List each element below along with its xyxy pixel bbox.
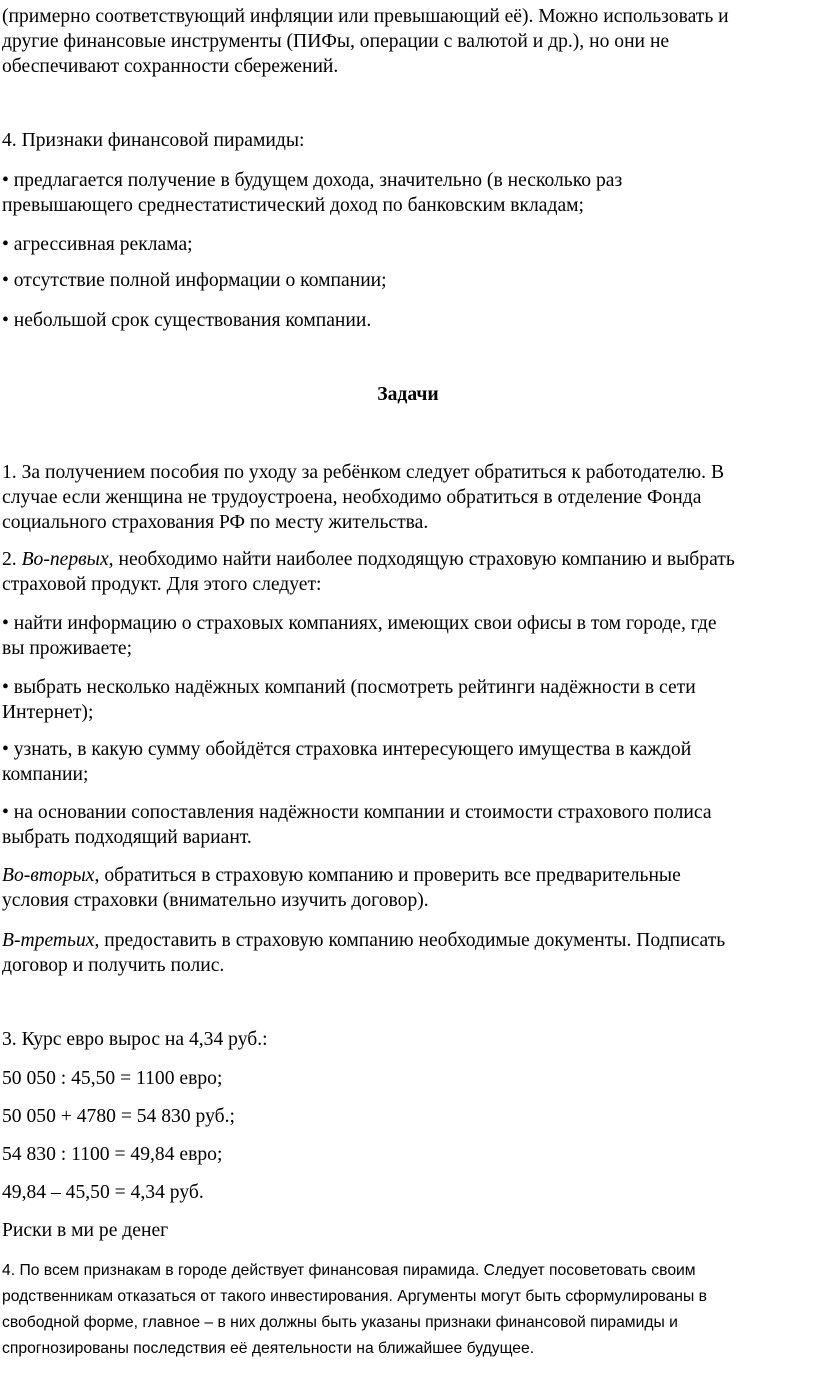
pyramid-sign-4: • небольшой срок существования компании. [2, 310, 372, 331]
task2-second-rest: , обратиться в страховую компанию и проверить все предварительные [94, 865, 681, 886]
task2-second-line-2: условия страховки (внимательно изучить договор). [2, 890, 429, 911]
task3-heading: 3. Курс евро вырос на 4,34 руб.: [2, 1029, 268, 1050]
task2-bullet-3-line-1: • узнать, в какую сумму обойдётся страховка интересующего имущества в каждой [2, 739, 692, 760]
pyramid-signs-heading: 4. Признаки финансовой пирамиды: [2, 130, 305, 151]
intro-line-2: другие финансовые инструменты (ПИФы, операции с валютой и др.), но они не [2, 31, 670, 52]
task1-line-1: 1. За получением пособия по уходу за ребёнком следует обратиться к работодателю. В [2, 462, 725, 483]
pyramid-sign-3: • отсутствие полной информации о компании; [2, 270, 387, 291]
task2-third-rest: , предоставить в страховую компанию необходимые документы. Подписать [94, 930, 726, 951]
task2-third-line-1 [2, 928, 725, 953]
task2-bullet-4-line-1: • на основании сопоставления надёжности компании и стоимости страхового полиса [2, 802, 712, 823]
task2-second-line-1 [2, 863, 681, 888]
task3-calc-1: 50 050 : 45,50 = 1100 евро; [2, 1068, 223, 1089]
task2-bullet-4-line-2: выбрать подходящий вариант. [2, 827, 252, 848]
task4-line-4: спрогнозированы последствия её деятельности на ближайшее будущее. [2, 1340, 535, 1357]
task3-calc-4: 49,84 – 45,50 = 4,34 руб. [2, 1182, 204, 1203]
task3-calc-3: 54 830 : 1100 = 49,84 евро; [2, 1144, 223, 1165]
task2-third-line-2: договор и получить полис. [2, 955, 225, 976]
task4-line-3: свободной форме, главное – в них должны быть указаны признаки финансовой пирамиды и [2, 1314, 678, 1331]
intro-line-3: обеспечивают сохранности сбережений. [2, 56, 339, 77]
task4-line-1: 4. По всем признакам в городе действует финансовая пирамида. Следует посоветовать своим [2, 1262, 696, 1279]
task2-second-emphasis: Во-вторых [2, 865, 95, 886]
task2-third-emphasis: В-третьих [2, 930, 95, 951]
task2-first-emphasis: Во-первых [21, 549, 109, 570]
intro-line-1: (примерно соответствующий инфляции или превышающий её). Можно использовать и [2, 6, 729, 27]
pyramid-sign-2: • агрессивная реклама; [2, 234, 193, 255]
task3-calc-2: 50 050 + 4780 = 54 830 руб.; [2, 1106, 235, 1127]
tasks-title: Задачи [377, 384, 439, 405]
pyramid-sign-1-line-2: превышающего среднестатистический доход по банковским вкладам; [2, 195, 584, 216]
task2-bullet-2-line-1: • выбрать несколько надёжных компаний (посмотреть рейтинги надёжности в сети [2, 677, 696, 698]
section-footer-text: Риски в ми ре денег [2, 1220, 169, 1241]
task2-bullet-3-line-2: компании; [2, 764, 89, 785]
task2-first-rest: , необходимо найти наиболее подходящую страховую компанию и выбрать [108, 549, 735, 570]
task2-bullet-1-line-1: • найти информацию о страховых компаниях, имеющих свои офисы в том городе, где [2, 613, 717, 634]
task2-line-2: страховой продукт. Для этого следует: [2, 574, 322, 595]
task2-number: 2. [2, 549, 22, 570]
task2-line-1 [2, 547, 735, 572]
task4-line-2: родственникам отказаться от такого инвестирования. Аргументы могут быть сформулированы в [2, 1288, 707, 1305]
pyramid-sign-1-line-1: • предлагается получение в будущем дохода, значительно (в несколько раз [2, 170, 623, 191]
task1-line-2: случае если женщина не трудоустроена, необходимо обратиться в отделение Фонда [2, 487, 702, 508]
task2-bullet-2-line-2: Интернет); [2, 702, 94, 723]
task2-bullet-1-line-2: вы проживаете; [2, 638, 133, 659]
task1-line-3: социального страхования РФ по месту жительства. [2, 512, 429, 533]
